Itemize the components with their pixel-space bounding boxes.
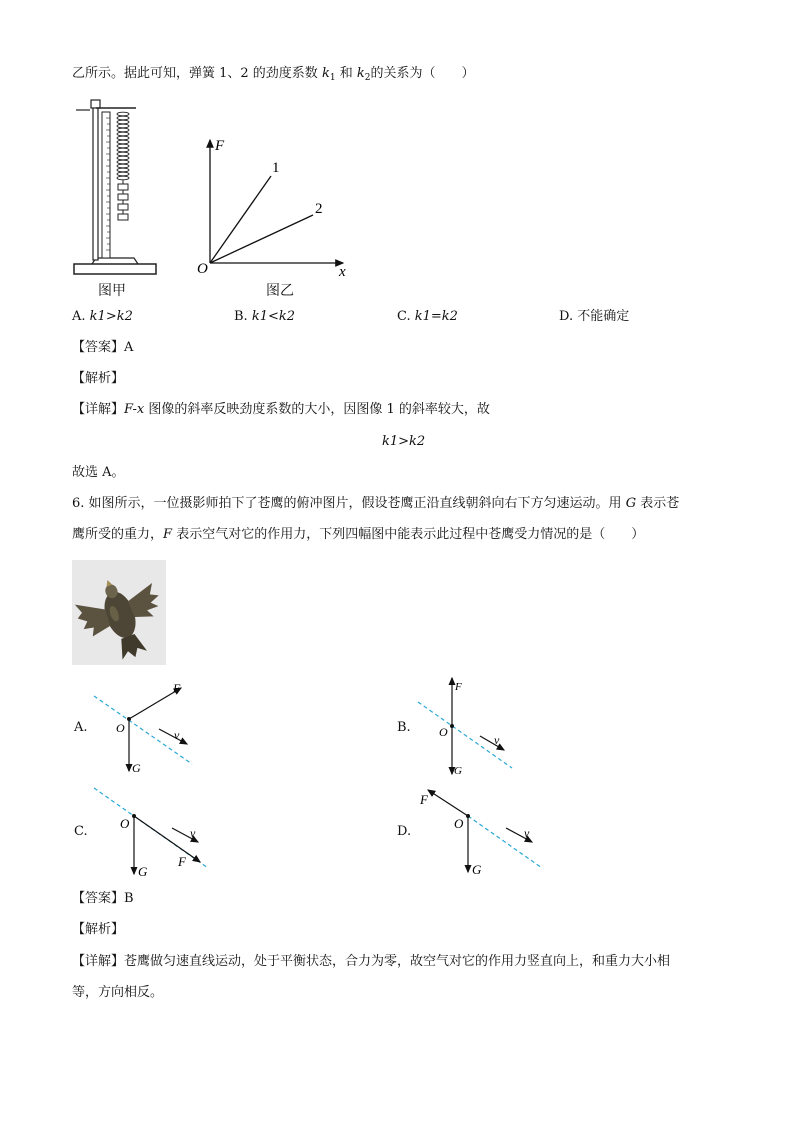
option-b-expr: k1<k2 bbox=[251, 309, 296, 324]
eagle-icon bbox=[72, 560, 166, 665]
fig-jia-caption: 图甲 bbox=[98, 283, 126, 299]
q6-option-c-label[interactable]: C. bbox=[74, 824, 88, 839]
q6-option-b-label[interactable]: B. bbox=[397, 720, 411, 735]
line-2 bbox=[210, 215, 313, 263]
q5-answer: 【答案】A bbox=[72, 340, 134, 355]
svg-text:v: v bbox=[190, 826, 196, 840]
svg-text:F: F bbox=[455, 681, 462, 693]
svg-text:O: O bbox=[454, 816, 464, 831]
fx-graph-figure bbox=[193, 132, 353, 280]
svg-text:G: G bbox=[138, 864, 148, 879]
svg-text:O: O bbox=[439, 725, 448, 739]
q6-detail-line2: 等，方向相反。 bbox=[72, 985, 164, 1000]
q5-analysis-label: 【解析】 bbox=[72, 371, 125, 386]
option-c[interactable]: C. k1=k2 bbox=[397, 309, 458, 324]
velocity-arrow bbox=[159, 729, 187, 744]
spring-apparatus-figure bbox=[70, 98, 165, 278]
svg-text:F: F bbox=[178, 854, 186, 869]
q6-stem-line2: 鹰所受的重力，F 表示空气对它的作用力，下列四幅图中能表示此过程中苍鹰受力情况的是（ ） bbox=[72, 527, 645, 542]
svg-text:G: G bbox=[454, 765, 462, 777]
svg-text:G: G bbox=[472, 862, 482, 877]
q5-detail: 【详解】F-x 图像的斜率反映劲度系数的大小，因图像 1 的斜率较大，故 bbox=[72, 402, 490, 417]
fig-yi-caption: 图乙 bbox=[266, 283, 294, 299]
q6-diagram-d bbox=[410, 780, 550, 880]
q5-formula: k1>k2 bbox=[382, 434, 426, 449]
svg-text:O: O bbox=[120, 816, 130, 831]
q6-analysis-label: 【解析】 bbox=[72, 922, 125, 937]
q6-stem-line1: 6. 如图所示，一位摄影师拍下了苍鹰的俯冲图片，假设苍鹰正沿直线朝斜向右下方匀速运动。用 G 表示苍 bbox=[72, 496, 680, 511]
svg-text:F: F bbox=[420, 792, 428, 807]
q6-option-a-label[interactable]: A. bbox=[74, 720, 88, 735]
option-a-expr: k1>k2 bbox=[89, 309, 133, 324]
q6-diagram-c bbox=[88, 780, 218, 880]
q6-detail-line1: 【详解】苍鹰做匀速直线运动，处于平衡状态，合力为零，故空气对它的作用力竖直向上，和重力大小相 bbox=[72, 954, 671, 969]
svg-text:v: v bbox=[494, 733, 500, 747]
option-d[interactable]: D. 不能确定 bbox=[559, 309, 630, 324]
svg-text:v: v bbox=[524, 826, 530, 840]
line-1-label: 1 bbox=[272, 160, 280, 176]
q5-conclusion: 故选 A。 bbox=[72, 465, 125, 480]
option-b[interactable]: B. k1<k2 bbox=[234, 309, 296, 324]
axis-y-label: F bbox=[215, 138, 225, 154]
origin-label: O bbox=[197, 261, 208, 277]
q6-diagram-a bbox=[88, 676, 218, 786]
line-1 bbox=[210, 176, 271, 263]
q6-diagram-b bbox=[410, 674, 540, 784]
q5-stem: 乙所示。据此可知，弹簧 1、2 的劲度系数 $k_1$ 和 $k_2$的关系为（ ） bbox=[72, 66, 475, 83]
q6-answer: 【答案】B bbox=[72, 891, 134, 906]
svg-text:F: F bbox=[173, 681, 181, 695]
option-a[interactable]: A. k1>k2 bbox=[72, 309, 133, 324]
svg-text:v: v bbox=[174, 728, 180, 742]
svg-text:O: O bbox=[116, 721, 125, 735]
option-c-expr: k1=k2 bbox=[414, 309, 458, 324]
axis-x-label: x bbox=[339, 264, 346, 280]
line-2-label: 2 bbox=[315, 201, 323, 217]
force-f-arrow bbox=[428, 790, 468, 816]
svg-text:G: G bbox=[132, 761, 141, 775]
q6-option-d-label[interactable]: D. bbox=[397, 824, 412, 839]
eagle-photo bbox=[72, 560, 166, 665]
